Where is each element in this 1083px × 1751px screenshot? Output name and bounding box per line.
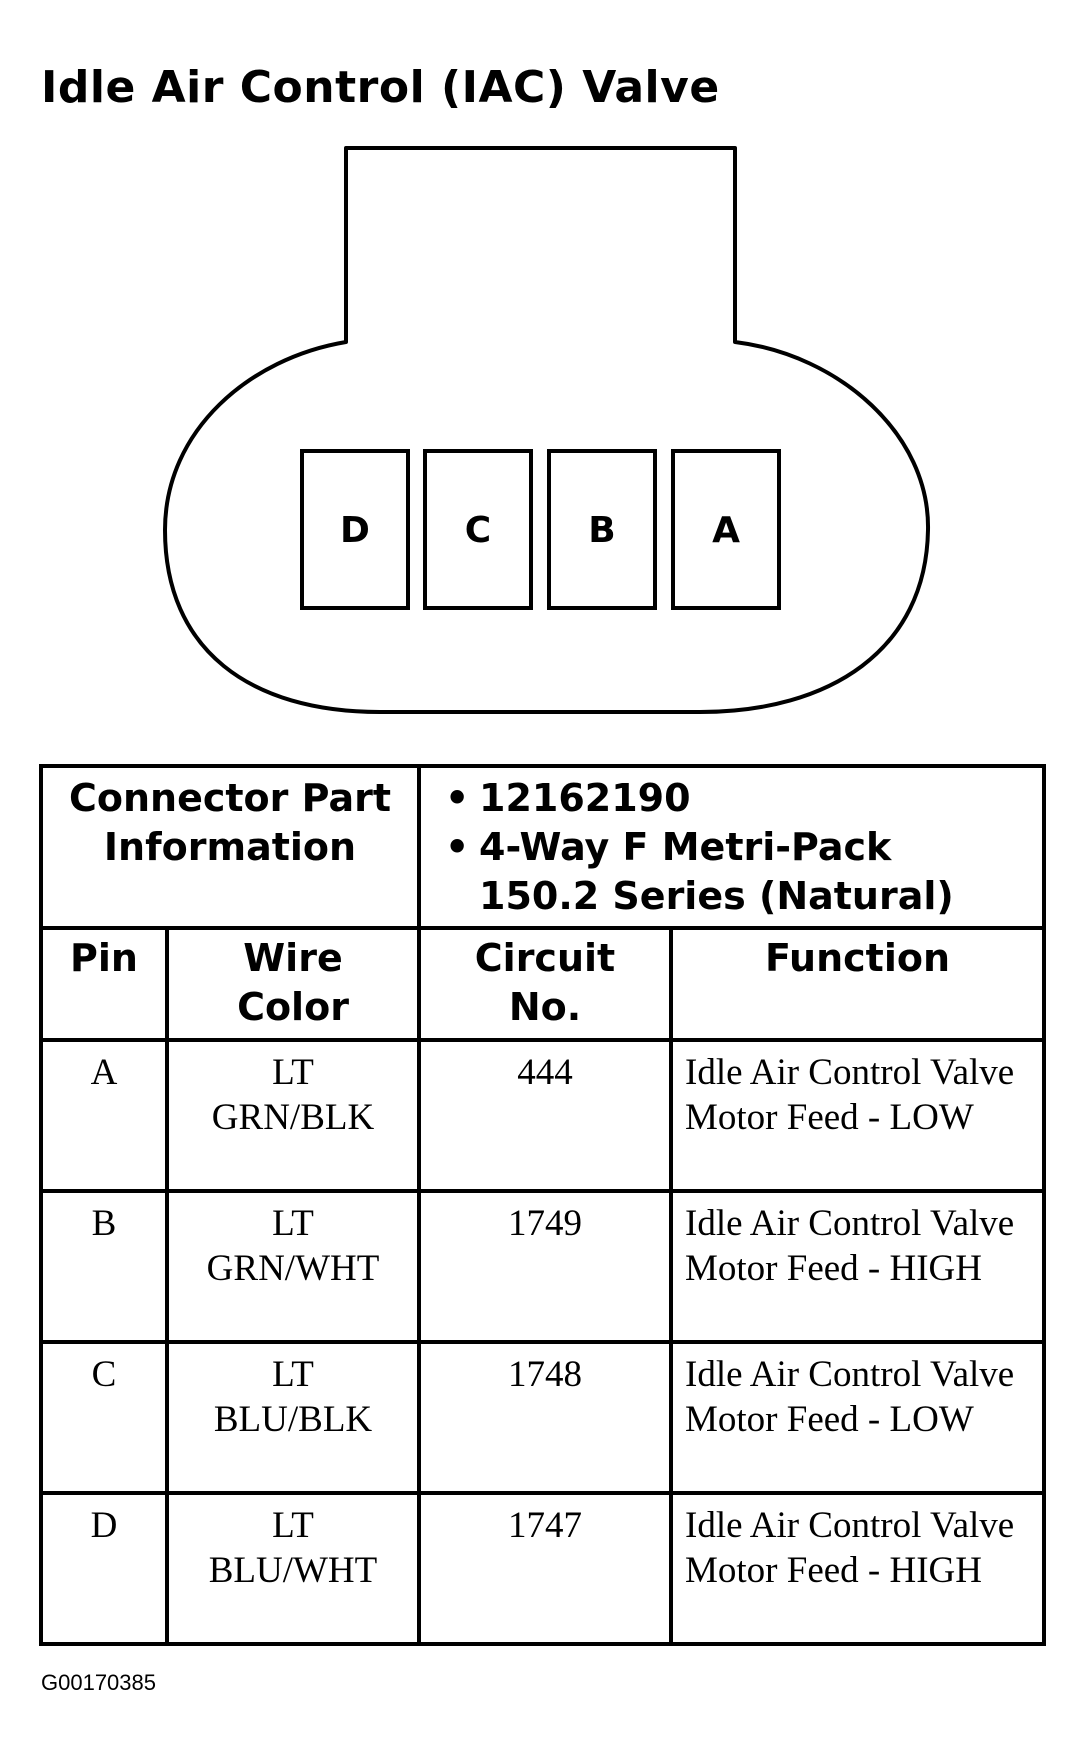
wire-color-cell (167, 1191, 419, 1342)
connector-info-table (39, 764, 1046, 1646)
col-header-wire-color: Wire Color (167, 928, 419, 1040)
wire-color-cell (167, 1342, 419, 1493)
circuit-cell: 444 (419, 1040, 671, 1191)
circuit-cell: 1747 (419, 1493, 671, 1644)
pin-slot-a (673, 451, 779, 608)
pin-cell: C (41, 1342, 167, 1493)
pin-label-a: A (712, 510, 740, 551)
part-info-item: • 4-Way F Metri-Pack (445, 825, 892, 869)
col-header-circuit-no: Circuit No. (419, 928, 671, 1040)
wire-color-line1: LT (272, 1505, 314, 1546)
table-row (41, 1191, 1044, 1342)
function-cell: Idle Air Control Valve Motor Feed - HIGH (671, 1493, 1044, 1644)
function-cell: Idle Air Control Valve Motor Feed - HIGH (671, 1191, 1044, 1342)
table-row (41, 1342, 1044, 1493)
wire-color-cell (167, 1493, 419, 1644)
connector-diagram (0, 0, 1083, 730)
function-cell: Idle Air Control Valve Motor Feed - LOW (671, 1040, 1044, 1191)
wire-color-line1: LT (272, 1354, 314, 1395)
pin-label-d: D (340, 510, 370, 551)
column-header-row (41, 928, 1044, 1040)
page-title: Idle Air Control (IAC) Valve (41, 62, 720, 113)
part-info-label: Connector Part Information (41, 766, 419, 928)
wire-color-line2: BLU/BLK (213, 1399, 373, 1440)
col-header-pin: Pin (41, 928, 167, 1040)
wire-color-line1: LT (272, 1052, 314, 1093)
pin-cell: B (41, 1191, 167, 1342)
pin-slot-d (302, 451, 408, 608)
wire-color-line1: LT (272, 1203, 314, 1244)
connector-outline (165, 148, 928, 712)
part-info-item: • 12162190 (445, 776, 691, 820)
pin-cell: A (41, 1040, 167, 1191)
pin-label-c: C (464, 510, 492, 551)
pin-slot-b (549, 451, 655, 608)
part-info-item: 150.2 Series (Natural) (479, 874, 954, 918)
part-info-list (419, 766, 1044, 928)
pin-slot-c (425, 451, 531, 608)
col-header-function: Function (671, 928, 1044, 1040)
wire-color-line2: BLU/WHT (208, 1550, 378, 1591)
circuit-cell: 1748 (419, 1342, 671, 1493)
figure-id: G00170385 (41, 1670, 156, 1695)
wire-color-line2: GRN/BLK (211, 1097, 375, 1138)
wire-color-cell (167, 1040, 419, 1191)
wire-color-line2: GRN/WHT (206, 1248, 380, 1289)
function-cell: Idle Air Control Valve Motor Feed - LOW (671, 1342, 1044, 1493)
circuit-cell: 1749 (419, 1191, 671, 1342)
table-row (41, 1493, 1044, 1644)
part-info-row (41, 766, 1044, 928)
table-row (41, 1040, 1044, 1191)
pin-label-b: B (588, 510, 616, 551)
pin-cell: D (41, 1493, 167, 1644)
